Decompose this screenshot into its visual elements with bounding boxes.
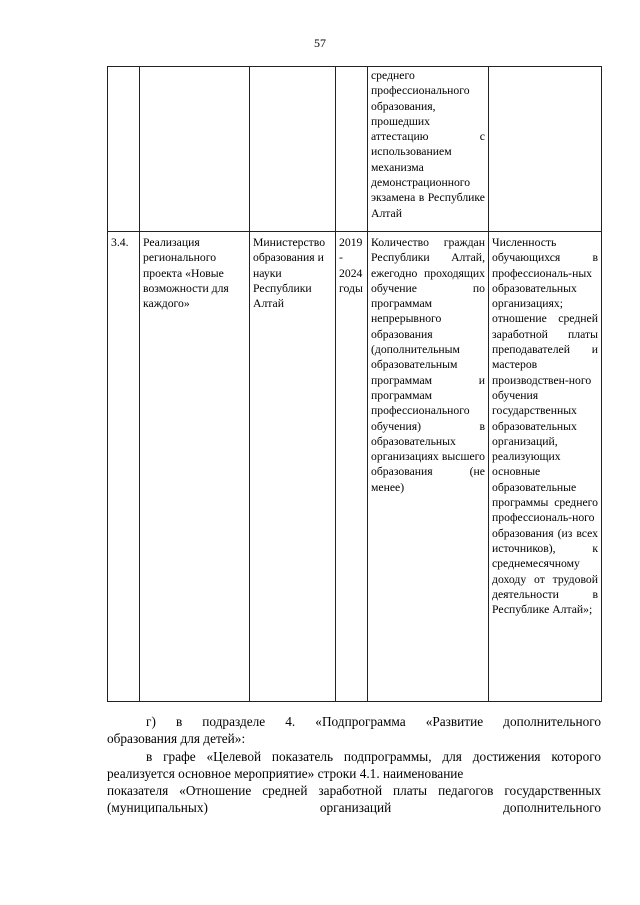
- cell-result: Количество граждан Республики Алтай, ежегодно проходящих обучение по программам непрерывного образования (дополнительным образовательным программам и программам профессионального обучения) в образовательных организациях высшего образования (не менее): [368, 232, 489, 702]
- cell-num: [108, 67, 140, 232]
- page-number: 57: [314, 36, 326, 50]
- cell-years: 2019 - 2024 годы: [336, 232, 368, 702]
- paragraph-subsection-4-cont: образования для детей»:: [107, 731, 246, 746]
- paragraph-subsection-4: г) в подразделе 4. «Подпрограмма «Развитие дополнительного: [146, 714, 601, 729]
- cell-years: [336, 67, 368, 232]
- paragraph-target-indicator-cont: показателя «Отношение средней заработной платы педагогов государственных (муниципальных) организаций дополнительного: [107, 783, 601, 815]
- table-row-continuation: [108, 67, 602, 232]
- program-table: [107, 66, 602, 702]
- cell-target: [489, 67, 602, 232]
- cell-name: Реализация регионального проекта «Новые возможности для каждого»: [140, 232, 250, 702]
- cell-executor: [250, 67, 336, 232]
- paragraph-target-indicator: в графе «Целевой показатель подпрограммы, для достижения которого реализуется основное мероприятие» строки 4.1. наименование: [107, 749, 601, 781]
- cell-num: 3.4.: [108, 232, 140, 702]
- cell-indicator: Численность обучающихся в профессиональ-ных образовательных организациях; отношение средней заработной платы преподавателей и мастеров производствен-ного обучения государственных образовательных организаций, реализующих основные образовательные программы среднего профессиональ-ного образования (из всех источников), к среднемесячному доходу от трудовой деятельности в Республике Алтай»;: [489, 232, 602, 702]
- cell-name: [140, 67, 250, 232]
- cell-executor: Министерство образования и науки Республики Алтай: [250, 232, 336, 702]
- table-row-3-4: [108, 232, 602, 702]
- cell-indicator: среднего профессионального образования, прошедших аттестацию с использованием механизма демонстрационного экзамена в Республике Алтай: [368, 67, 489, 232]
